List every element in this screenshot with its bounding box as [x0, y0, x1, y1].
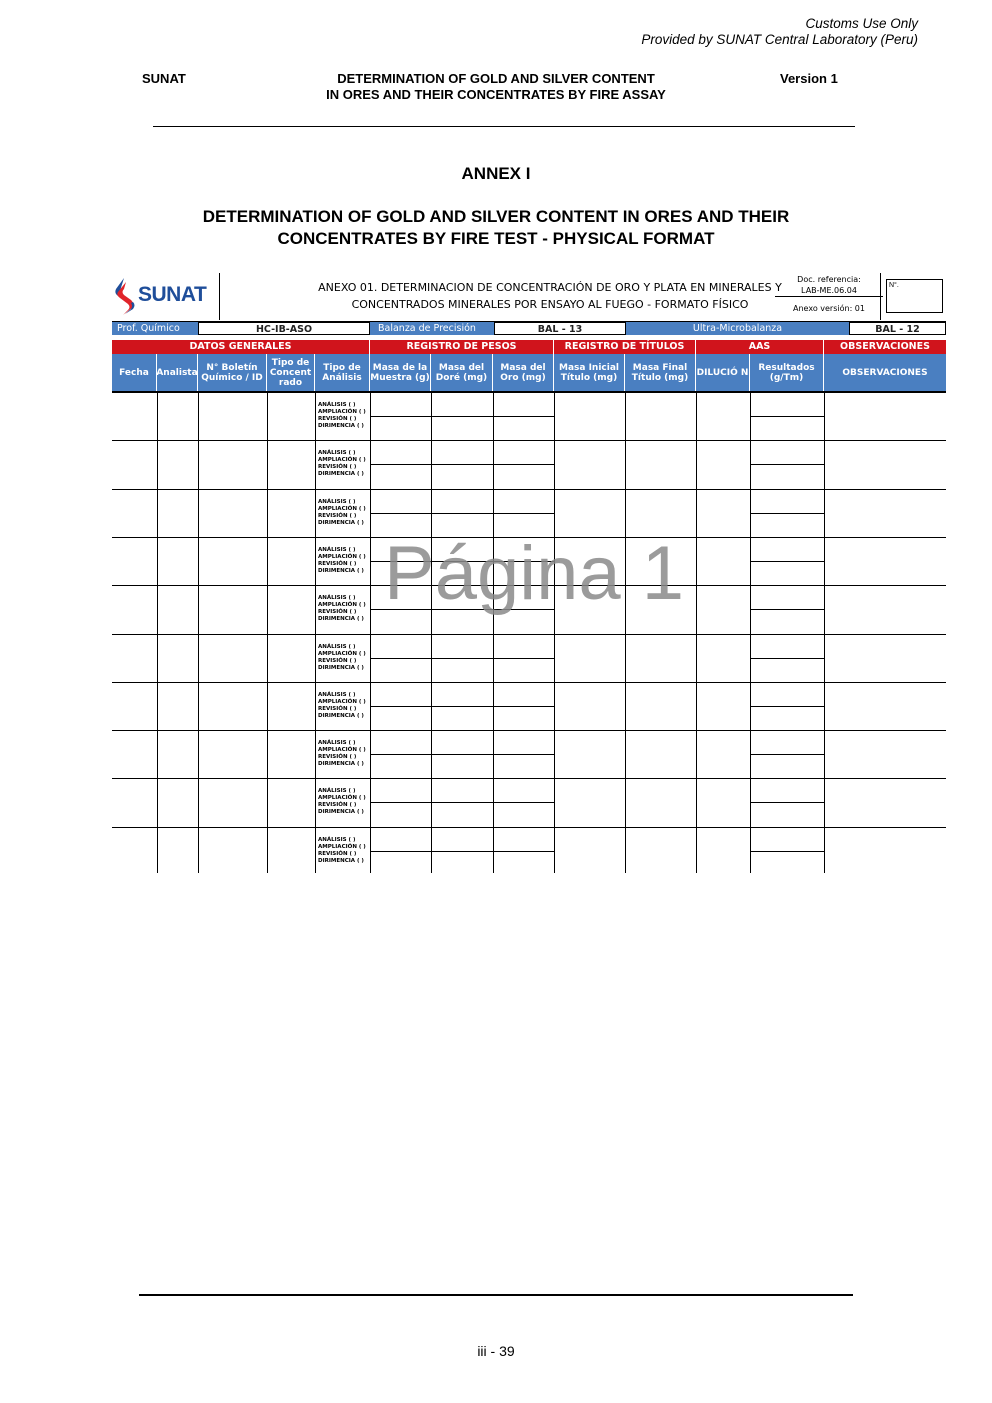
grid-subrow-line	[750, 416, 824, 417]
analysis-type-option[interactable]: AMPLIACIÓN ( )	[318, 795, 366, 802]
page-watermark: Página 1	[384, 531, 685, 616]
analysis-type-option[interactable]: DIRIMENCIA ( )	[318, 761, 364, 768]
analysis-type-option[interactable]: REVISIÓN ( )	[318, 416, 357, 422]
ultra-value[interactable]: BAL - 12	[849, 322, 946, 335]
annex-heading: ANNEX I	[461, 164, 531, 183]
document-title-line-1: DETERMINATION OF GOLD AND SILVER CONTENT IN ORES AND THEIR	[202, 207, 790, 226]
annex-version: Anexo versión: 01	[793, 304, 865, 313]
number-box[interactable]	[886, 279, 943, 313]
analysis-type-option[interactable]: REVISIÓN ( )	[318, 560, 357, 567]
col-resultados: Resultados (g/Tm)	[750, 354, 824, 391]
analysis-type-option[interactable]: AMPLIACIÓN ( )	[318, 747, 366, 754]
col-boletin: N° Boletín Químico / ID	[198, 354, 267, 391]
header-title-line-2: IN ORES AND THEIR CONCENTRATES BY FIRE ASSAY	[326, 87, 666, 102]
grid-row-line	[112, 778, 946, 779]
analysis-type-option[interactable]: REVISIÓN ( )	[318, 705, 357, 712]
analysis-type-option[interactable]: DIRIMENCIA ( )	[318, 712, 364, 719]
group-observaciones: OBSERVACIONES	[824, 340, 946, 354]
grid-subrow-line	[750, 513, 824, 514]
analysis-type-option[interactable]: AMPLIACIÓN ( )	[318, 457, 366, 464]
grid-subrow-line	[370, 754, 554, 755]
grid-row-line	[112, 730, 946, 731]
analysis-type-option[interactable]: ANÁLISIS ( )	[318, 788, 356, 795]
grid-subrow-line	[750, 754, 824, 755]
header-rule	[153, 126, 855, 127]
analysis-type-option[interactable]: ANÁLISIS ( )	[318, 643, 356, 650]
ultra-label: Ultra-Microbalanza	[626, 322, 849, 335]
grid-subrow-line	[750, 609, 824, 610]
analysis-type-option[interactable]: ANÁLISIS ( )	[318, 402, 356, 408]
group-headers	[112, 340, 946, 354]
group-datos-generales: DATOS GENERALES	[112, 340, 370, 354]
grid-subrow-line	[750, 464, 824, 465]
grid-subrow-line	[370, 802, 554, 803]
grid-column-line	[824, 392, 825, 873]
analysis-type-option[interactable]: REVISIÓN ( )	[318, 802, 357, 809]
header-version: Version 1	[780, 71, 838, 86]
grid-column-line	[625, 392, 626, 873]
analysis-type-option[interactable]: ANÁLISIS ( )	[318, 691, 356, 698]
analysis-type-option[interactable]: DIRIMENCIA ( )	[318, 857, 364, 864]
analysis-type-option[interactable]: ANÁLISIS ( )	[318, 546, 356, 553]
analysis-type-option[interactable]: REVISIÓN ( )	[318, 657, 357, 664]
col-dilucion: DILUCIÓ N	[696, 354, 750, 391]
form-title-line-1: ANEXO 01. DETERMINACION DE CONCENTRACIÓN DE ORO Y PLATA EN MINERALES Y	[318, 281, 782, 294]
analysis-type-option[interactable]: ANÁLISIS ( )	[318, 595, 356, 602]
analysis-type-option[interactable]: DIRIMENCIA ( )	[318, 809, 364, 816]
doc-ref-value: LAB-ME.06.04	[801, 286, 857, 295]
grid-row-line	[112, 634, 946, 635]
grid-subrow-line	[370, 464, 554, 465]
analysis-type-option[interactable]: DIRIMENCIA ( )	[318, 519, 364, 526]
number-label: N°.	[889, 282, 899, 289]
col-masa-oro: Masa del Oro (mg)	[493, 354, 554, 391]
grid-column-line	[315, 392, 316, 873]
analysis-type-option[interactable]: REVISIÓN ( )	[318, 512, 357, 519]
grid-row-line	[112, 827, 946, 828]
prof-label: Prof. Químico	[112, 322, 198, 335]
grid-subrow-line	[750, 658, 824, 659]
analysis-type-option[interactable]: AMPLIACIÓN ( )	[318, 843, 366, 850]
customs-line-1: Customs Use Only	[805, 16, 918, 31]
group-registro-titulos: REGISTRO DE TÍTULOS	[554, 340, 696, 354]
prof-value[interactable]: HC-IB-ASO	[198, 322, 370, 335]
col-fecha: Fecha	[112, 354, 157, 391]
grid-column-line	[696, 392, 697, 873]
analysis-type-option[interactable]: REVISIÓN ( )	[318, 464, 357, 471]
analysis-type-option[interactable]: AMPLIACIÓN ( )	[318, 553, 366, 560]
grid-subrow-line	[370, 513, 554, 514]
page-number: iii - 39	[477, 1343, 515, 1359]
col-tipo-analisis: Tipo de Análisis	[315, 354, 370, 391]
analysis-type-option[interactable]: AMPLIACIÓN ( )	[318, 505, 366, 512]
doc-ref-label: Doc. referencia:	[797, 275, 861, 284]
footer-rule	[139, 1294, 853, 1296]
balanza-label: Balanza de Precisión	[370, 322, 494, 335]
data-grid[interactable]	[112, 392, 946, 873]
col-observaciones: OBSERVACIONES	[824, 354, 946, 391]
analysis-type-options[interactable]	[318, 837, 370, 865]
grid-row-line	[112, 682, 946, 683]
grid-subrow-line	[750, 851, 824, 852]
analysis-type-option[interactable]: AMPLIACIÓN ( )	[318, 409, 366, 415]
analysis-type-option[interactable]: DIRIMENCIA ( )	[318, 471, 364, 478]
analysis-type-option[interactable]: AMPLIACIÓN ( )	[318, 698, 366, 705]
analysis-type-option[interactable]: REVISIÓN ( )	[318, 850, 357, 857]
col-tipo-concentrado: Tipo de Concent rado	[267, 354, 315, 391]
document-title	[0, 206, 992, 250]
analysis-type-option[interactable]: AMPLIACIÓN ( )	[318, 602, 366, 609]
header-org: SUNAT	[142, 71, 186, 86]
analysis-type-options[interactable]	[318, 644, 370, 672]
grid-subrow-line	[750, 706, 824, 707]
analysis-type-option[interactable]: ANÁLISIS ( )	[318, 498, 356, 505]
column-headers	[112, 354, 946, 393]
group-registro-pesos: REGISTRO DE PESOS	[370, 340, 554, 354]
grid-subrow-line	[370, 706, 554, 707]
logo-text: SUNAT	[138, 283, 207, 306]
analysis-type-option[interactable]: REVISIÓN ( )	[318, 609, 357, 616]
grid-row-line	[112, 440, 946, 441]
analysis-type-option[interactable]: DIRIMENCIA ( )	[318, 616, 364, 623]
analysis-type-option[interactable]: ANÁLISIS ( )	[318, 450, 356, 457]
grid-column-line	[554, 392, 555, 873]
analysis-type-option[interactable]: DIRIMENCIA ( )	[318, 664, 364, 671]
grid-subrow-line	[370, 416, 554, 417]
col-masa-dore: Masa del Doré (mg)	[431, 354, 493, 391]
analysis-type-option[interactable]: AMPLIACIÓN ( )	[318, 650, 366, 657]
analysis-type-option[interactable]: DIRIMENCIA ( )	[318, 567, 364, 574]
sunat-logo	[112, 273, 217, 320]
grid-subrow-line	[370, 851, 554, 852]
document-title-line-2: CONCENTRATES BY FIRE TEST - PHYSICAL FORMAT	[277, 229, 715, 248]
col-masa-muestra: Masa de la Muestra (g)	[370, 354, 431, 391]
analysis-type-option[interactable]: REVISIÓN ( )	[318, 754, 357, 761]
doc-reference-box	[775, 273, 883, 320]
analysis-type-option[interactable]: DIRIMENCIA ( )	[318, 423, 364, 429]
col-masa-inicial: Masa Inicial Título (mg)	[554, 354, 625, 391]
grid-subrow-line	[370, 658, 554, 659]
header-title-line-1: DETERMINATION OF GOLD AND SILVER CONTENT	[337, 71, 655, 86]
header-title	[300, 71, 692, 103]
col-analista: Analista	[157, 354, 198, 391]
customs-line-2: Provided by SUNAT Central Laboratory (Peru)	[641, 32, 918, 47]
grid-subrow-line	[750, 802, 824, 803]
analysis-type-options[interactable]	[318, 499, 370, 527]
balanza-value[interactable]: BAL - 13	[494, 322, 626, 335]
customs-note	[641, 16, 918, 48]
analysis-type-option[interactable]: ANÁLISIS ( )	[318, 740, 356, 747]
form-title-line-2: CONCENTRADOS MINERALES POR ENSAYO AL FUEGO - FORMATO FÍSICO	[351, 298, 749, 311]
grid-column-line	[157, 392, 158, 873]
analysis-type-option[interactable]: ANÁLISIS ( )	[318, 836, 356, 843]
grid-column-line	[198, 392, 199, 873]
analysis-type-options[interactable]	[318, 788, 370, 816]
col-masa-final: Masa Final Título (mg)	[625, 354, 696, 391]
grid-column-line	[267, 392, 268, 873]
group-aas: AAS	[696, 340, 824, 354]
grid-subrow-line	[750, 561, 824, 562]
analysis-type-options[interactable]	[318, 402, 370, 430]
grid-row-line	[112, 489, 946, 490]
analysis-type-options[interactable]	[318, 692, 370, 720]
instrument-bar	[112, 321, 946, 335]
analysis-type-options[interactable]	[318, 547, 370, 575]
analysis-type-options[interactable]	[318, 450, 370, 478]
analysis-type-options[interactable]	[318, 740, 370, 768]
analysis-type-options[interactable]	[318, 595, 370, 623]
